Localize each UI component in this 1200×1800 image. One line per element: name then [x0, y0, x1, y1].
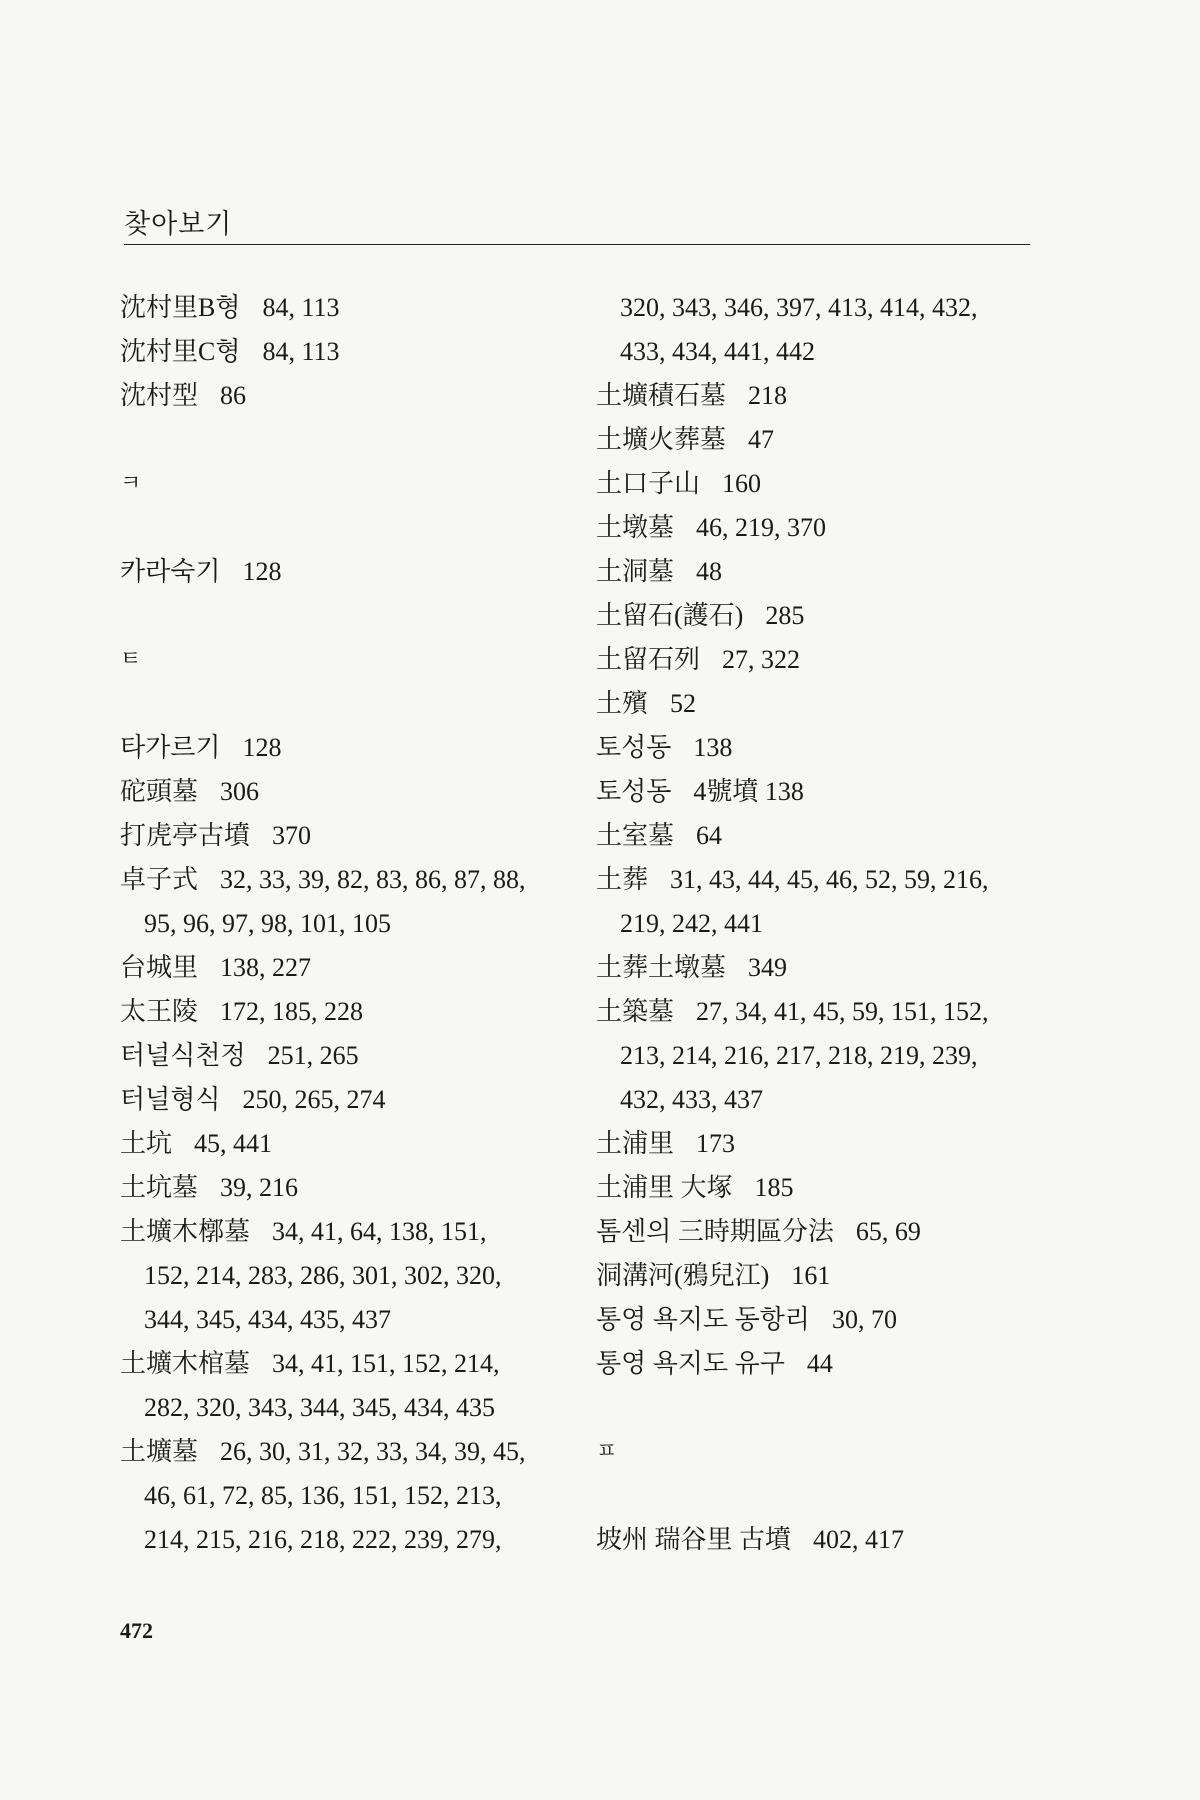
- entry-continuation: 282, 320, 343, 344, 345, 434, 435: [144, 1393, 495, 1422]
- index-entry: [596, 594, 1036, 638]
- index-entry: [120, 946, 560, 990]
- index-entry: [120, 330, 560, 374]
- entry-pages: 52: [670, 689, 697, 718]
- entry-pages: 161: [791, 1261, 831, 1290]
- index-entry: [120, 770, 560, 814]
- entry-term: 土室墓: [596, 821, 675, 850]
- entry-pages: 138: [693, 733, 733, 762]
- left-column: [120, 286, 560, 1562]
- index-entry: [596, 1166, 1036, 1210]
- index-entry: [120, 1210, 560, 1254]
- index-entry: [120, 726, 560, 770]
- right-column: [596, 286, 1036, 1562]
- page-title: 찾아보기: [124, 209, 233, 240]
- entry-continuation: 219, 242, 441: [620, 909, 763, 938]
- entry-pages: 31, 43, 44, 45, 46, 52, 59, 216,: [670, 865, 989, 894]
- entry-pages: 32, 33, 39, 82, 83, 86, 87, 88,: [220, 865, 526, 894]
- index-entry: [596, 990, 1036, 1034]
- entry-pages: 27, 322: [722, 645, 801, 674]
- index-entry: [596, 858, 1036, 902]
- entry-pages: 185: [754, 1173, 794, 1202]
- index-entry: [596, 1210, 1036, 1254]
- index-entry: [596, 726, 1036, 770]
- entry-term: 톰센의 三時期區分法: [596, 1217, 834, 1246]
- index-entry: [596, 1518, 1036, 1562]
- entry-pages: 218: [748, 381, 788, 410]
- entry-pages: 44: [806, 1349, 833, 1378]
- entry-pages: 64: [696, 821, 723, 850]
- spacer: [596, 1474, 1036, 1518]
- entry-term: 沈村型: [120, 381, 199, 410]
- entry-term: 통영 욕지도 동항리: [596, 1305, 810, 1334]
- entry-term: 沈村里B형: [120, 293, 241, 322]
- index-entry: [596, 814, 1036, 858]
- section-letter: ㅍ: [596, 1439, 618, 1464]
- index-entry: [120, 1034, 560, 1078]
- entry-pages: 4號墳 138: [693, 777, 804, 806]
- entry-term: 太王陵: [120, 997, 199, 1026]
- entry-pages: 160: [722, 469, 762, 498]
- entry-term: 土浦里 大塚: [596, 1173, 733, 1202]
- index-entry: [596, 418, 1036, 462]
- entry-term: 土壙墓: [120, 1437, 199, 1466]
- entry-term: 土壙火葬墓: [596, 425, 727, 454]
- entry-term: 砣頭墓: [120, 777, 199, 806]
- entry-term: 土葬土墩墓: [596, 953, 727, 982]
- entry-term: 土葬: [596, 865, 649, 894]
- entry-term: 土坑: [120, 1129, 173, 1158]
- index-entry: [596, 550, 1036, 594]
- spacer: [120, 682, 560, 726]
- entry-term: 통영 욕지도 유구: [596, 1349, 785, 1378]
- entry-term: 土壙木棺墓: [120, 1349, 251, 1378]
- entry-pages: 39, 216: [220, 1173, 299, 1202]
- entry-pages: 27, 34, 41, 45, 59, 151, 152,: [696, 997, 989, 1026]
- entry-term: 台城里: [120, 953, 199, 982]
- entry-pages: 84, 113: [262, 293, 340, 322]
- entry-term: 土築墓: [596, 997, 675, 1026]
- entry-term: 土壙木槨墓: [120, 1217, 251, 1246]
- entry-pages: 84, 113: [262, 337, 340, 366]
- entry-term: 土坑墓: [120, 1173, 199, 1202]
- index-entry: [596, 374, 1036, 418]
- entry-pages: 86: [220, 381, 247, 410]
- entry-term: 土墩墓: [596, 513, 675, 542]
- entry-pages: 128: [242, 557, 282, 586]
- index-entry: [120, 374, 560, 418]
- entry-continuation: 320, 343, 346, 397, 413, 414, 432,: [620, 293, 978, 322]
- index-entry: [596, 946, 1036, 990]
- entry-term: 打虎亭古墳: [120, 821, 251, 850]
- entry-term: 토성동: [596, 733, 672, 762]
- entry-pages: 285: [765, 601, 805, 630]
- spacer: [596, 1386, 1036, 1430]
- entry-pages: 402, 417: [813, 1525, 905, 1554]
- entry-pages: 306: [220, 777, 260, 806]
- entry-term: 土殯: [596, 689, 649, 718]
- index-entry: [120, 1430, 560, 1474]
- entry-pages: 30, 70: [831, 1305, 897, 1334]
- entry-continuation: 214, 215, 216, 218, 222, 239, 279,: [144, 1525, 502, 1554]
- entry-continuation: 95, 96, 97, 98, 101, 105: [144, 909, 391, 938]
- spacer: [120, 506, 560, 550]
- entry-term: 토성동: [596, 777, 672, 806]
- entry-continuation: 46, 61, 72, 85, 136, 151, 152, 213,: [144, 1481, 502, 1510]
- entry-continuation: 433, 434, 441, 442: [620, 337, 815, 366]
- page-number: 472: [120, 1618, 153, 1643]
- index-entry: [596, 1342, 1036, 1386]
- index-entry: [596, 1254, 1036, 1298]
- index-entry: [120, 1122, 560, 1166]
- entry-term: 타가르기: [120, 733, 221, 762]
- entry-term: 坡州 瑞谷里 古墳: [596, 1525, 792, 1554]
- entry-pages: 172, 185, 228: [220, 997, 364, 1026]
- index-entry: [120, 550, 560, 594]
- index-entry: [596, 770, 1036, 814]
- entry-pages: 34, 41, 64, 138, 151,: [272, 1217, 487, 1246]
- entry-continuation: 432, 433, 437: [620, 1085, 763, 1114]
- entry-term: 土壙積石墓: [596, 381, 727, 410]
- entry-pages: 46, 219, 370: [696, 513, 827, 542]
- index-entry: [596, 506, 1036, 550]
- entry-pages: 251, 265: [267, 1041, 359, 1070]
- index-entry: [120, 1166, 560, 1210]
- entry-pages: 48: [696, 557, 723, 586]
- page-header: [124, 198, 1030, 245]
- entry-pages: 45, 441: [194, 1129, 273, 1158]
- entry-continuation: 152, 214, 283, 286, 301, 302, 320,: [144, 1261, 502, 1290]
- spacer: [120, 594, 560, 638]
- entry-term: 터널식천정: [120, 1041, 246, 1070]
- index-entry: [120, 1078, 560, 1122]
- entry-term: 土留石列: [596, 645, 701, 674]
- entry-pages: 370: [272, 821, 312, 850]
- entry-pages: 349: [748, 953, 788, 982]
- entry-continuation: 213, 214, 216, 217, 218, 219, 239,: [620, 1041, 978, 1070]
- entry-pages: 173: [696, 1129, 736, 1158]
- entry-pages: 128: [242, 733, 282, 762]
- entry-term: 土口子山: [596, 469, 701, 498]
- entry-pages: 250, 265, 274: [242, 1085, 386, 1114]
- index-entry: [120, 814, 560, 858]
- spacer: [120, 418, 560, 462]
- section-letter: ㅋ: [120, 471, 142, 496]
- entry-pages: 65, 69: [855, 1217, 921, 1246]
- entry-term: 土洞墓: [596, 557, 675, 586]
- index-entry: [120, 990, 560, 1034]
- index-entry: [120, 286, 560, 330]
- entry-continuation: 344, 345, 434, 435, 437: [144, 1305, 391, 1334]
- entry-term: 沈村里C형: [120, 337, 241, 366]
- index-entry: [596, 462, 1036, 506]
- index-entry: [120, 858, 560, 902]
- index-entry: [596, 682, 1036, 726]
- section-letter: ㅌ: [120, 647, 142, 672]
- index-entry: [596, 638, 1036, 682]
- entry-term: 卓子式: [120, 865, 199, 894]
- entry-term: 洞溝河(鴉兒江): [596, 1261, 770, 1290]
- entry-pages: 47: [748, 425, 775, 454]
- entry-term: 土浦里: [596, 1129, 675, 1158]
- entry-term: 土留石(護石): [596, 601, 744, 630]
- entry-pages: 34, 41, 151, 152, 214,: [272, 1349, 500, 1378]
- entry-term: 터널형식: [120, 1085, 221, 1114]
- index-entry: [596, 1122, 1036, 1166]
- entry-term: 카라숙기: [120, 557, 221, 586]
- index-entry: [120, 1342, 560, 1386]
- index-entry: [596, 1298, 1036, 1342]
- entry-pages: 138, 227: [220, 953, 312, 982]
- entry-pages: 26, 30, 31, 32, 33, 34, 39, 45,: [220, 1437, 526, 1466]
